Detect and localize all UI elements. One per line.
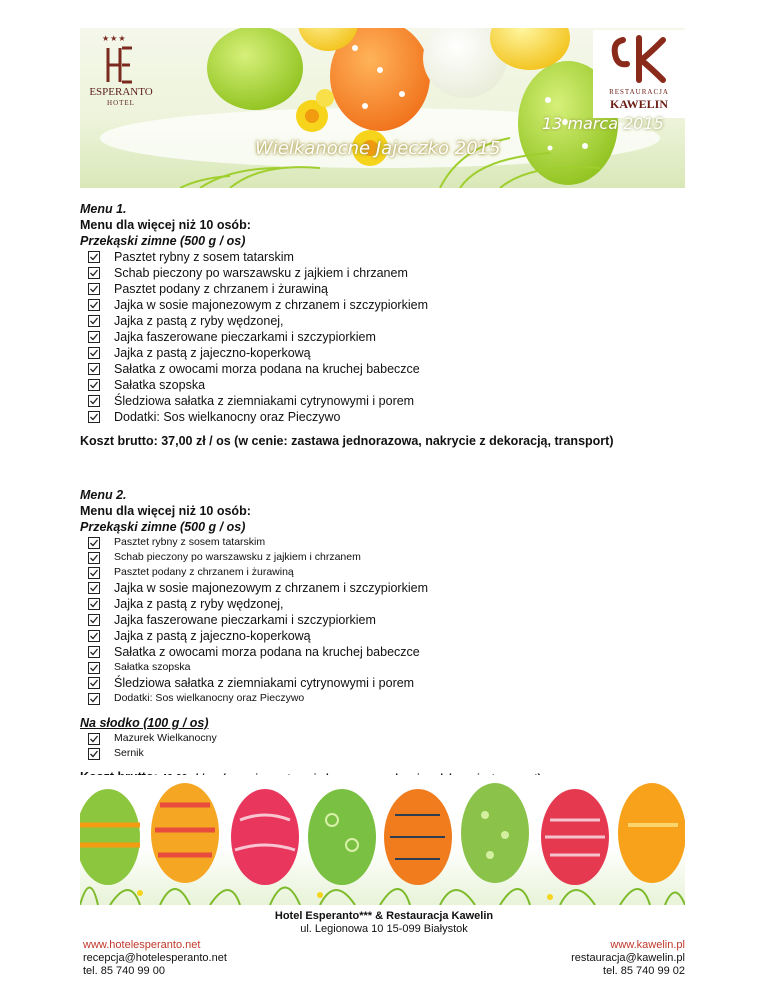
list-item-label: Jajka z pastą z ryby wędzonej, [114,597,284,611]
menu-content [80,201,690,786]
list-item-label: Schab pieczony po warszawsku z jajkiem i chrzanem [114,551,361,563]
checkbox-checked-icon [88,662,100,674]
list-item-label: Pasztet rybny z sosem tatarskim [114,536,266,548]
menu-1-cost: Koszt brutto: 37,00 zł / os (w cenie: zastawa jednorazowa, nakrycie z dekoracją, transport) [80,434,614,448]
list-item-label: Dodatki: Sos wielkanocny oraz Pieczywo [114,692,305,704]
list-item [88,644,690,660]
list-item-label: Schab pieczony po warszawsku z jajkiem i chrzanem [114,266,408,280]
list-item [88,565,690,580]
list-item-label: Jajka z pastą z ryby wędzonej, [114,314,284,328]
checkbox-checked-icon [88,347,100,359]
menu-1-subtitle: Menu dla więcej niż 10 osób: [80,218,251,232]
hotel-email[interactable]: recepcja@hotelesperanto.net [83,952,227,964]
checkbox-checked-icon [88,283,100,295]
list-item-label: Jajka z pastą z jajeczno-koperkową [114,346,311,360]
footer-hotel-contact [83,939,227,978]
list-item [88,393,690,409]
hotel-phone: tel. 85 740 99 00 [83,965,165,977]
list-item-label: Pasztet rybny z sosem tatarskim [114,250,294,264]
menu-2-title: Menu 2. [80,488,127,502]
checkbox-checked-icon [88,251,100,263]
list-item-label: Sałatka z owocami morza podana na kruchej babeczce [114,645,420,659]
checkbox-checked-icon [88,379,100,391]
decorated-eggs-illustration [80,775,685,905]
list-item [88,675,690,691]
list-item [88,746,690,761]
menu-2-section: Przekąski zimne (500 g / os) [80,520,246,534]
list-item-label: Śledziowa sałatka z ziemniakami cytrynowymi i porem [114,676,415,690]
list-item [88,281,690,297]
checkbox-checked-icon [88,693,100,705]
easter-eggs-row-image [80,775,685,905]
checkbox-checked-icon [88,395,100,407]
restaurant-website-link[interactable]: www.kawelin.pl [610,939,685,951]
list-item-label: Jajka faszerowane pieczarkami i szczypiorkiem [114,613,376,627]
hotel-stars: ★★★ [102,34,127,43]
menu-2-item-list [80,535,690,706]
list-item-label: Sałatka z owocami morza podana na kruchej babeczce [114,362,420,376]
hotel-logo-sub: HOTEL [107,99,135,107]
hotel-monogram-icon [100,46,140,84]
list-item [88,596,690,612]
restaurant-logo-line2: KAWELIN [609,97,668,111]
list-item-label: Dodatki: Sos wielkanocny oraz Pieczywo [114,410,341,424]
header-banner [80,28,685,188]
list-item [88,580,690,596]
restaurant-phone: tel. 85 740 99 02 [603,965,685,977]
restaurant-kawelin-logo [593,30,685,118]
menu-1-section: Przekąski zimne (500 g / os) [80,234,246,248]
checkbox-checked-icon [88,677,100,689]
checkbox-checked-icon [88,552,100,564]
list-item [88,377,690,393]
banner-title: Wielkanocne Jajeczko 2015 [255,138,501,159]
list-item-label: Jajka w sosie majonezowym z chrzanem i szczypiorkiem [114,298,428,312]
hotel-esperanto-logo [80,28,175,118]
footer-company-name: Hotel Esperanto*** & Restauracja Kawelin [274,910,494,922]
list-item [88,628,690,644]
list-item [88,535,690,550]
list-item-label: Jajka z pastą z jajeczno-koperkową [114,629,311,643]
checkbox-checked-icon [88,537,100,549]
checkbox-checked-icon [88,733,100,745]
event-date: 13 marca 2015 [542,114,664,133]
checkbox-checked-icon [88,567,100,579]
menu-1-title: Menu 1. [80,202,127,216]
kawelin-monogram-icon [593,30,685,88]
footer-restaurant-contact [571,939,685,978]
restaurant-logo-line1: RESTAURACJA [609,88,669,96]
list-item-label: Pasztet podany z chrzanem i żurawiną [114,566,294,578]
menu-1-item-list [80,249,690,425]
list-item-label: Jajka w sosie majonezowym z chrzanem i szczypiorkiem [114,581,428,595]
list-item-label: Sernik [114,747,144,759]
list-item-label: Mazurek Wielkanocny [114,732,217,744]
list-item-label: Jajka faszerowane pieczarkami i szczypiorkiem [114,330,376,344]
list-item-label: Pasztet podany z chrzanem i żurawiną [114,282,328,296]
list-item [88,345,690,361]
checkbox-checked-icon [88,582,100,594]
list-item [88,329,690,345]
checkbox-checked-icon [88,299,100,311]
checkbox-checked-icon [88,630,100,642]
list-item-label: Śledziowa sałatka z ziemniakami cytrynowymi i porem [114,394,415,408]
checkbox-checked-icon [88,363,100,375]
footer-company [0,910,768,936]
footer-address: ul. Legionowa 10 15-099 Białystok [300,923,468,935]
menu-2-dessert-section: Na słodko (100 g / os) [80,716,209,730]
checkbox-checked-icon [88,411,100,423]
list-item [88,660,690,675]
restaurant-email[interactable]: restauracja@kawelin.pl [571,952,685,964]
list-item-label: Sałatka szopska [114,378,206,392]
hotel-logo-name: ESPERANTO [89,86,153,98]
checkbox-checked-icon [88,331,100,343]
menu-2-subtitle: Menu dla więcej niż 10 osób: [80,504,251,518]
list-item [88,361,690,377]
checkbox-checked-icon [88,646,100,658]
list-item [88,612,690,628]
checkbox-checked-icon [88,315,100,327]
list-item [88,691,690,706]
list-item [88,249,690,265]
hotel-website-link[interactable]: www.hotelesperanto.net [83,939,201,951]
list-item [88,731,690,746]
menu-2-dessert-list [80,731,690,761]
checkbox-checked-icon [88,614,100,626]
menu-2 [80,487,690,786]
list-item-label: Sałatka szopska [114,661,191,673]
list-item [88,313,690,329]
list-item [88,297,690,313]
menu-1 [80,201,690,449]
checkbox-checked-icon [88,267,100,279]
list-item [88,550,690,565]
checkbox-checked-icon [88,598,100,610]
list-item [88,409,690,425]
list-item [88,265,690,281]
checkbox-checked-icon [88,748,100,760]
